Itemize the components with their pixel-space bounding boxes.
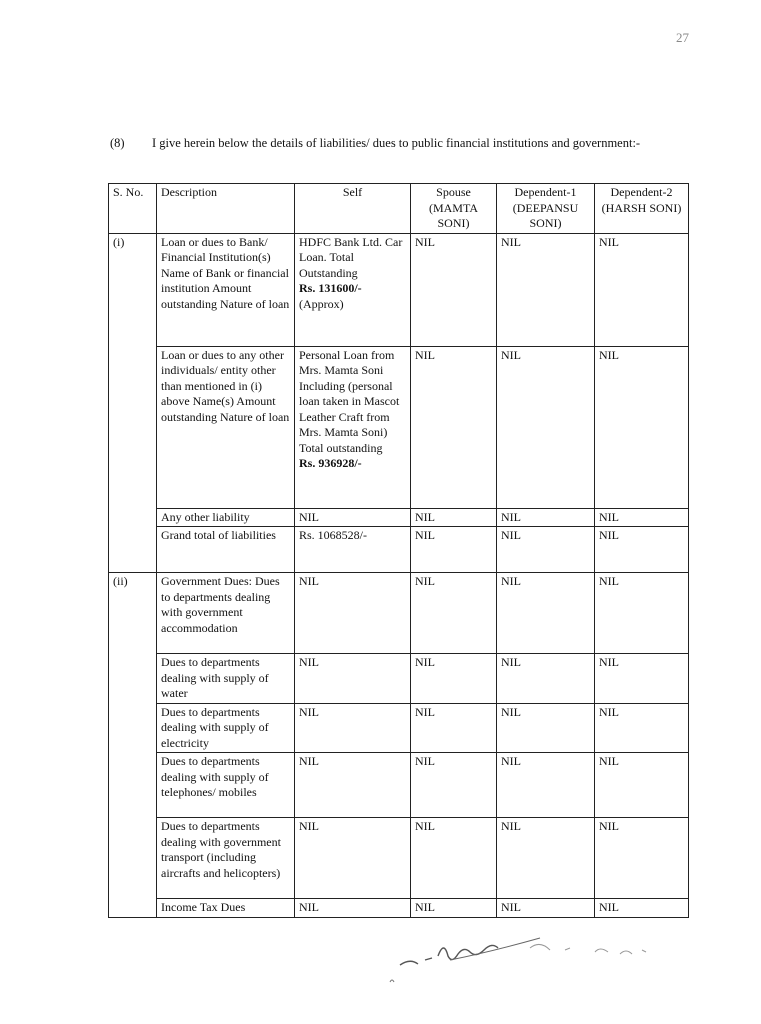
table-row: [109, 508, 689, 527]
row-self-note: (Approx): [299, 296, 344, 311]
row-dep2: NIL: [595, 654, 689, 704]
row-spouse: NIL: [411, 654, 497, 704]
row-dep2: NIL: [595, 818, 689, 899]
row-self: [295, 346, 411, 508]
row-description: Loan or dues to Bank/ Financial Institution(s) Name of Bank or financial institution Amount outstanding Nature of loan: [157, 233, 295, 346]
row-sno-empty: [109, 654, 157, 704]
row-self: NIL: [295, 818, 411, 899]
row-sno-empty: [109, 703, 157, 753]
row-spouse: NIL: [411, 753, 497, 818]
row-dep1: NIL: [497, 527, 595, 573]
row-sno-empty: [109, 346, 157, 508]
header-dependent-1: Dependent-1 (DEEPANSU SONI): [497, 184, 595, 234]
section-intro-text: I give herein below the details of liabilities/ dues to public financial institutions and government:-: [152, 136, 641, 150]
section-intro: [110, 135, 678, 151]
row-self-amount: Rs. 131600/-: [299, 281, 362, 295]
row-dep2: NIL: [595, 573, 689, 654]
signature-image: [380, 920, 670, 990]
row-self: Rs. 1068528/-: [295, 527, 411, 573]
row-sno-empty: [109, 899, 157, 918]
row-description: Dues to departments dealing with government transport (including aircrafts and helicopters): [157, 818, 295, 899]
row-dep2: NIL: [595, 527, 689, 573]
row-spouse: NIL: [411, 508, 497, 527]
row-sno: (ii): [109, 573, 157, 654]
row-dep2: NIL: [595, 233, 689, 346]
row-self: NIL: [295, 899, 411, 918]
row-sno-empty: [109, 527, 157, 573]
row-description: Dues to departments dealing with supply of water: [157, 654, 295, 704]
row-spouse: NIL: [411, 527, 497, 573]
row-spouse: NIL: [411, 346, 497, 508]
section-number: (8): [110, 136, 125, 150]
row-dep2: NIL: [595, 703, 689, 753]
header-description: Description: [157, 184, 295, 234]
row-sno-empty: [109, 753, 157, 818]
row-dep1: NIL: [497, 346, 595, 508]
row-sno-empty: [109, 508, 157, 527]
table-row: [109, 654, 689, 704]
row-self: [295, 233, 411, 346]
row-self: NIL: [295, 573, 411, 654]
liabilities-table: [108, 183, 689, 918]
row-dep1: NIL: [497, 573, 595, 654]
row-spouse: NIL: [411, 703, 497, 753]
row-self-amount: Rs. 936928/-: [299, 456, 362, 470]
row-description: Dues to departments dealing with supply of telephones/ mobiles: [157, 753, 295, 818]
header-dependent-2: Dependent-2 (HARSH SONI): [595, 184, 689, 234]
row-spouse: NIL: [411, 233, 497, 346]
table-row: [109, 818, 689, 899]
row-spouse: NIL: [411, 899, 497, 918]
row-sno: (i): [109, 233, 157, 346]
table-header-row: [109, 184, 689, 234]
row-dep1: NIL: [497, 703, 595, 753]
table-row: [109, 703, 689, 753]
row-description: Dues to departments dealing with supply of electricity: [157, 703, 295, 753]
row-self-text: Personal Loan from Mrs. Mamta Soni Including (personal loan taken in Mascot Leather Craft from Mrs. Mamta Soni) Total outstanding: [299, 347, 400, 455]
row-self-text: HDFC Bank Ltd. Car Loan. Total Outstanding: [299, 234, 403, 280]
row-self: NIL: [295, 508, 411, 527]
row-self: NIL: [295, 654, 411, 704]
row-dep2: NIL: [595, 899, 689, 918]
header-self: Self: [295, 184, 411, 234]
row-dep2: NIL: [595, 508, 689, 527]
row-description: Grand total of liabilities: [157, 527, 295, 573]
row-sno-empty: [109, 818, 157, 899]
row-dep1: NIL: [497, 899, 595, 918]
row-dep2: NIL: [595, 346, 689, 508]
row-dep1: NIL: [497, 818, 595, 899]
row-description: Income Tax Dues: [157, 899, 295, 918]
row-self: NIL: [295, 703, 411, 753]
table-row: [109, 346, 689, 508]
row-dep1: NIL: [497, 233, 595, 346]
row-dep2: NIL: [595, 753, 689, 818]
row-dep1: NIL: [497, 508, 595, 527]
row-spouse: NIL: [411, 818, 497, 899]
header-sno: S. No.: [109, 184, 157, 234]
row-description: Any other liability: [157, 508, 295, 527]
row-dep1: NIL: [497, 753, 595, 818]
row-dep1: NIL: [497, 654, 595, 704]
row-spouse: NIL: [411, 573, 497, 654]
table-row: [109, 573, 689, 654]
row-self: NIL: [295, 753, 411, 818]
row-description: Loan or dues to any other individuals/ entity other than mentioned in (i) above Name(s) Amount outstanding Nature of loan: [157, 346, 295, 508]
row-description: Government Dues: Dues to departments dealing with government accommodation: [157, 573, 295, 654]
header-spouse: Spouse (MAMTA SONI): [411, 184, 497, 234]
table-row: [109, 233, 689, 346]
page-number: 27: [676, 30, 689, 45]
table-row: [109, 527, 689, 573]
table-row: [109, 753, 689, 818]
table-row: [109, 899, 689, 918]
